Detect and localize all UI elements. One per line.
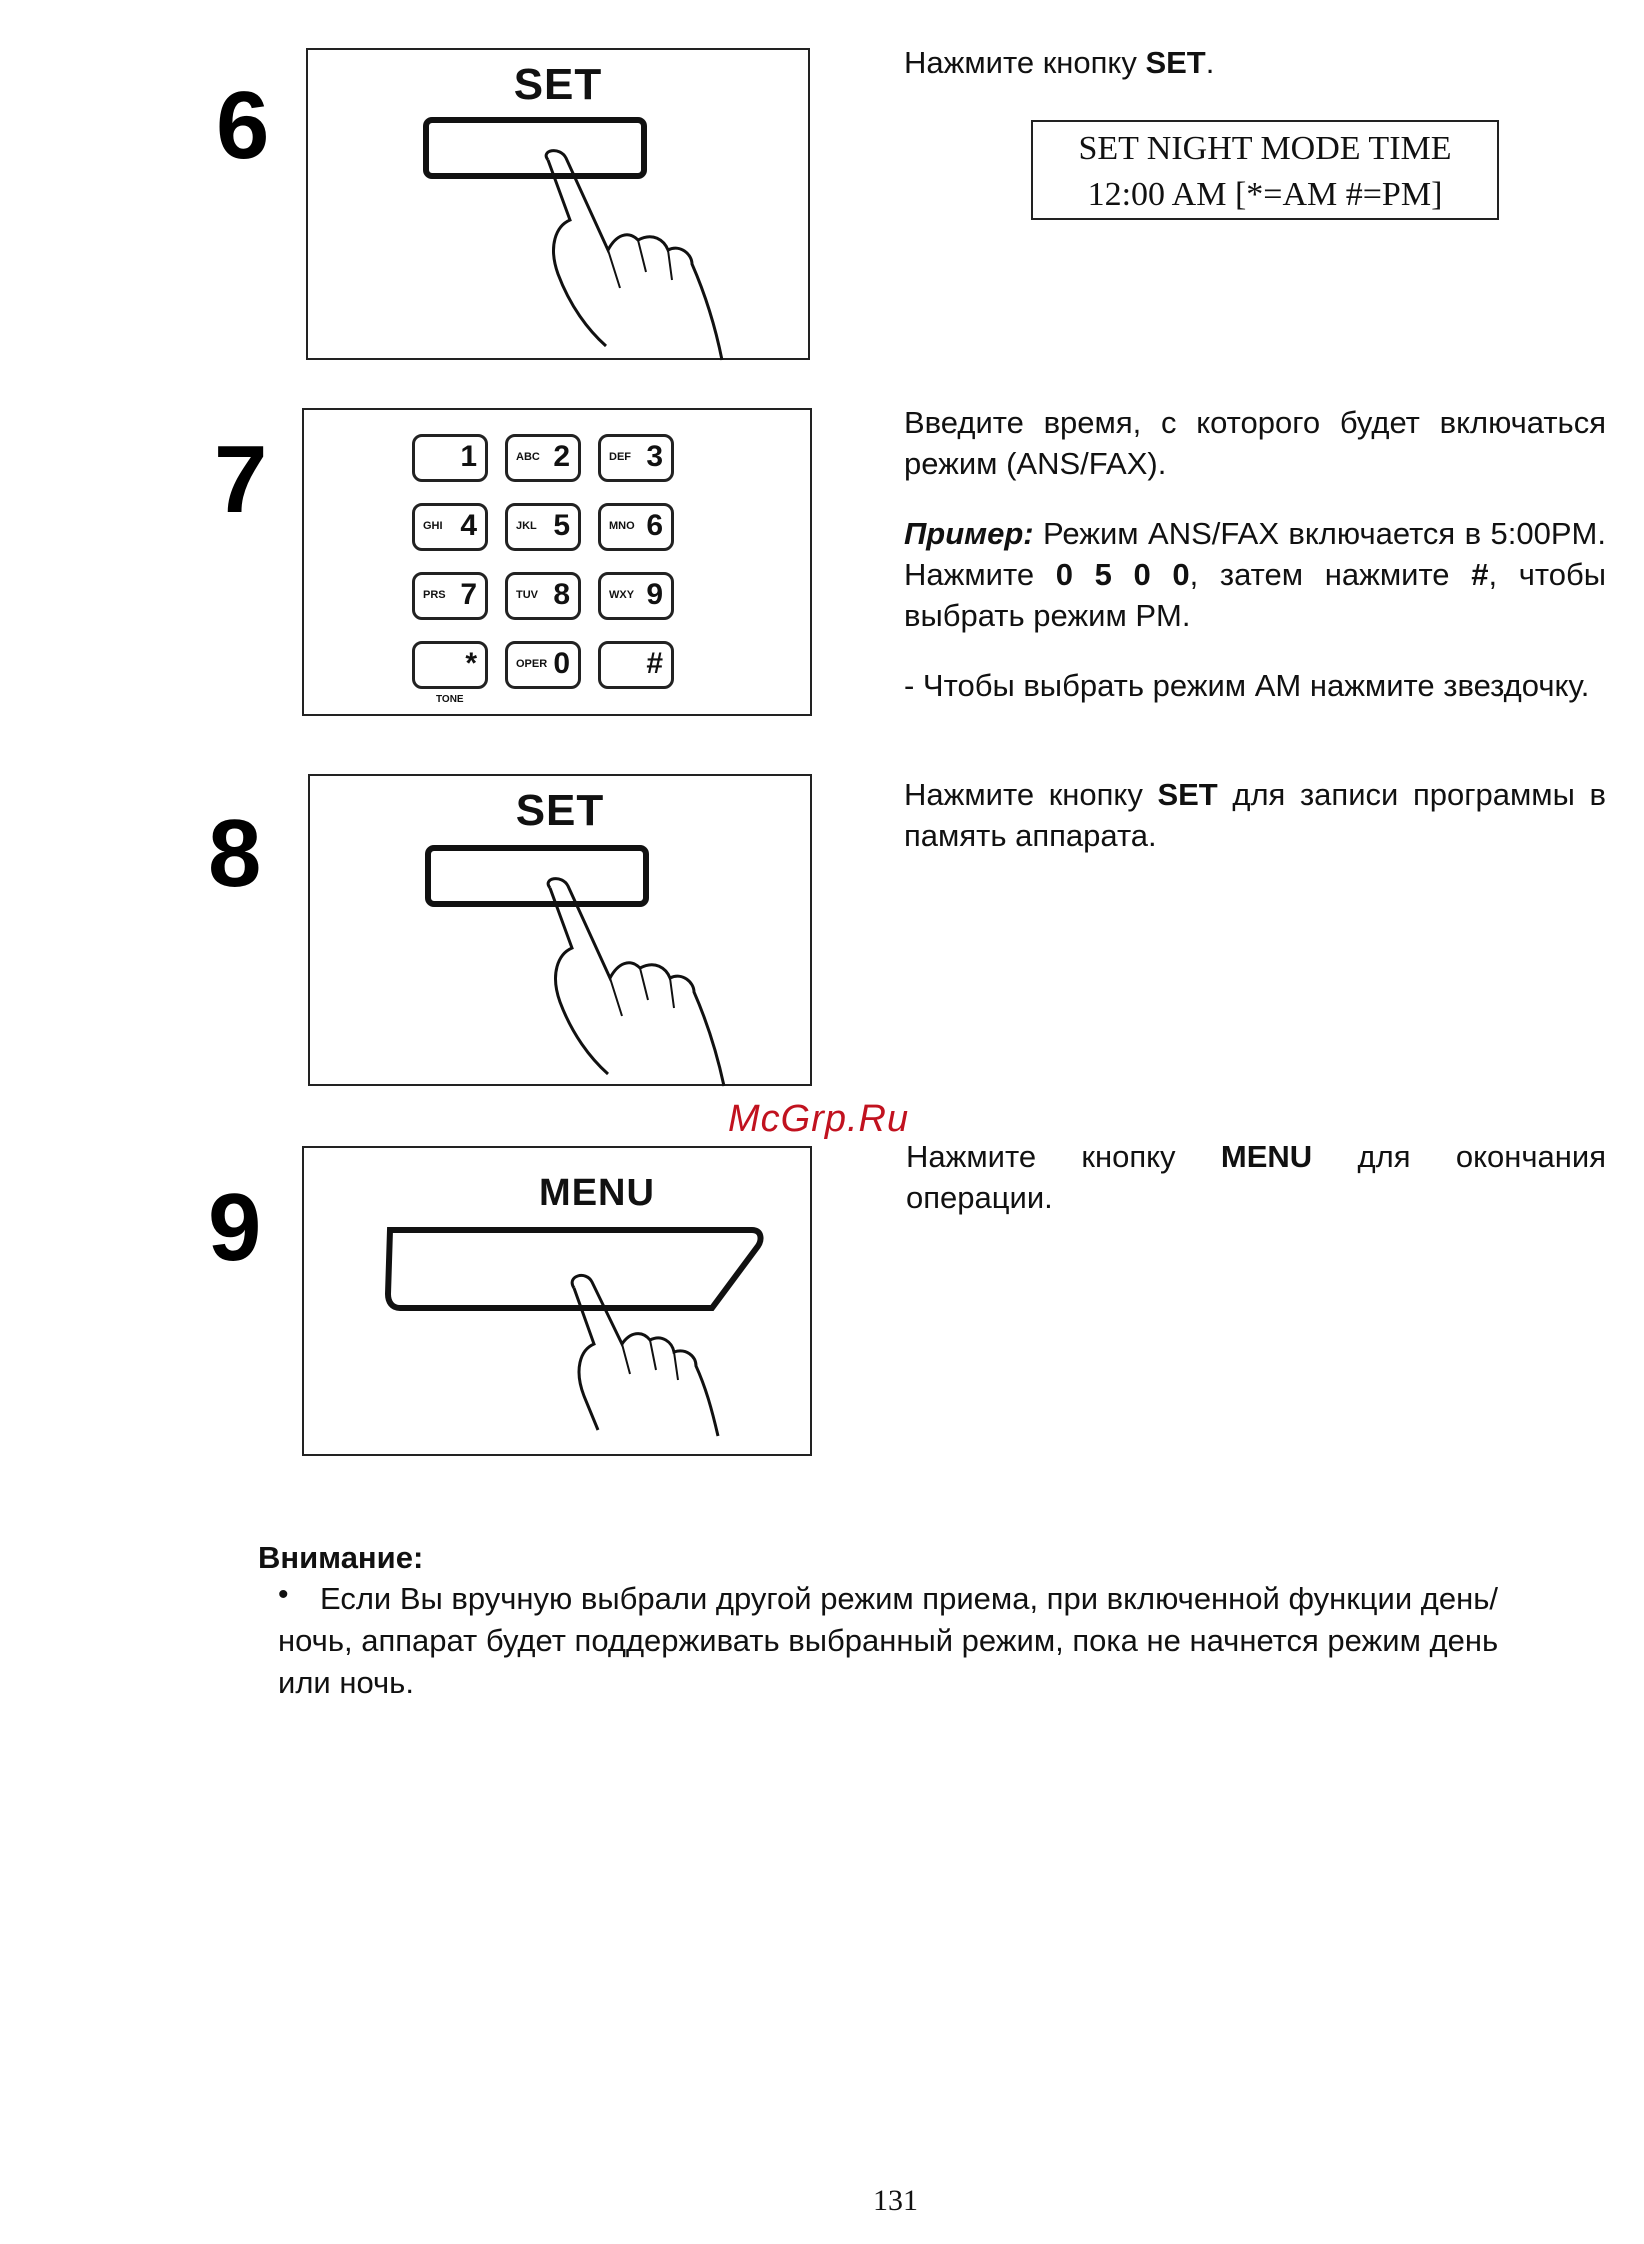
lcd-line1: SET NIGHT MODE TIME [1078, 130, 1452, 167]
key-letters: DEF [609, 451, 631, 463]
keypad-illustration [302, 408, 812, 716]
lcd-display [1031, 120, 1499, 220]
key-letters: JKL [516, 520, 537, 532]
page-number: 131 [873, 2184, 918, 2217]
keypad-key-star [412, 641, 488, 689]
hand-pressing-menu-icon [304, 1148, 814, 1458]
key-letters: WXY [609, 589, 635, 601]
key-digit: 3 [646, 440, 663, 473]
step-number-6: 6 [216, 72, 270, 179]
step8-set-word: SET [1157, 777, 1218, 812]
step7-intro: Введите время, с которого будет включаться режим (ANS/FAX). [904, 405, 1606, 481]
step6-text: Нажмите кнопку [904, 45, 1146, 80]
keypad-key-2 [505, 434, 581, 482]
example-label: Пример: [904, 516, 1034, 551]
note-bullet: • [278, 1578, 289, 1611]
menu-label: MENU [539, 1172, 655, 1214]
key-letters: ABC [516, 451, 540, 463]
key-digit: 5 [553, 509, 570, 542]
key-letters: PRS [423, 589, 446, 601]
set-button-illustration-2 [308, 774, 812, 1086]
key-letters: GHI [423, 520, 443, 532]
step8-text-end: для записи программы в память аппарата. [904, 777, 1606, 853]
example-hash: # [1471, 557, 1489, 592]
example-text3: , чтобы выбрать режим PM. [904, 557, 1606, 633]
step6-set-word: SET [1145, 45, 1206, 80]
key-digit: 0 [553, 647, 570, 680]
watermark: McGrp.Ru [728, 1098, 910, 1140]
keypad-key-0 [505, 641, 581, 689]
step8-text: Нажмите кнопку [904, 777, 1158, 812]
tone-label: TONE [436, 694, 464, 705]
key-letters: MNO [609, 520, 635, 532]
keypad-key-3 [598, 434, 674, 482]
keypad-key-hash [598, 641, 674, 689]
step9-text-end: для окончания операции. [906, 1139, 1606, 1215]
key-letters: TUV [516, 589, 538, 601]
key-digit: 7 [460, 578, 477, 611]
key-digit: * [465, 647, 477, 680]
keypad-key-9 [598, 572, 674, 620]
hand-pressing-set-icon [310, 776, 814, 1088]
key-digit: 9 [646, 578, 663, 611]
step-number-8: 8 [208, 800, 262, 907]
key-digit: # [646, 647, 663, 680]
key-digit: 6 [646, 509, 663, 542]
key-digit: 8 [553, 578, 570, 611]
note-title: Внимание: [258, 1540, 424, 1575]
set-label-2: SET [515, 786, 605, 835]
key-digit: 4 [460, 509, 477, 542]
keypad-key-1 [412, 434, 488, 482]
hand-pressing-set-icon [308, 50, 812, 362]
step7-example [904, 513, 1606, 636]
example-digits: 0 5 0 0 [1055, 557, 1190, 592]
menu-button-illustration [302, 1146, 812, 1456]
lcd-line2: 12:00 AM [*=AM #=PM] [1087, 176, 1443, 213]
step9-menu-word: MENU [1220, 1139, 1313, 1174]
keypad-key-4 [412, 503, 488, 551]
step8-instruction [904, 774, 1606, 856]
key-digit: 2 [553, 440, 570, 473]
step6-instruction [904, 42, 1604, 83]
example-text2: , затем нажмите [1189, 557, 1472, 592]
keypad-key-6 [598, 503, 674, 551]
keypad-key-8 [505, 572, 581, 620]
step6-text-end: . [1205, 45, 1215, 80]
example-text1: Режим ANS/FAX включается в 5:00PM. Нажмите [904, 516, 1606, 592]
step7-instruction [904, 402, 1606, 706]
key-letters: OPER [516, 658, 548, 670]
set-button-illustration [306, 48, 810, 360]
step-number-7: 7 [214, 426, 268, 533]
step-number-9: 9 [208, 1174, 262, 1281]
keypad-key-7 [412, 572, 488, 620]
set-label: SET [513, 60, 603, 109]
step7-am-note: - Чтобы выбрать режим AM нажмите звездочку. [904, 668, 1590, 703]
key-digit: 1 [460, 440, 477, 473]
step9-instruction [906, 1136, 1606, 1218]
step9-text: Нажмите кнопку [906, 1139, 1221, 1174]
keypad-key-5 [505, 503, 581, 551]
note-text: Если Вы вручную выбрали другой режим приема, при включенной функции день/ночь, аппарат будет поддерживать выбранный режим, пока не начнется режим день или ночь. [278, 1581, 1499, 1700]
